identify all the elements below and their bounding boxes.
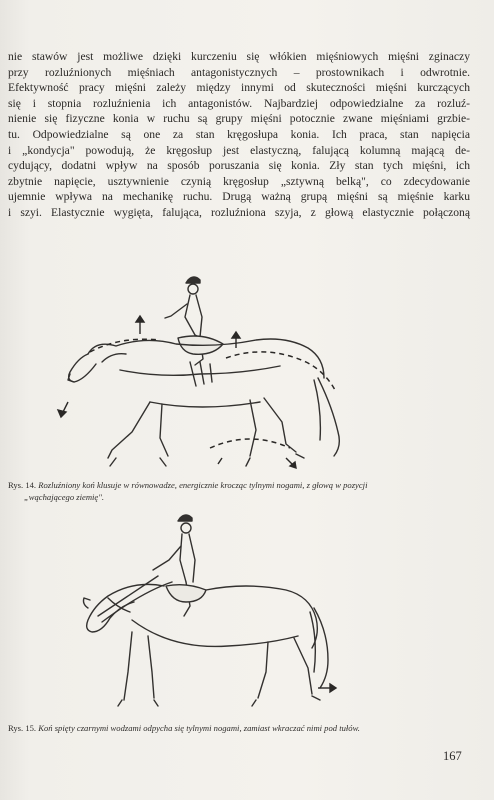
text-line: ujemnie wpływa na mechanikę ruchu. Drugą ważną grupą mięśni są mięśnie karku [8, 190, 470, 204]
text-line: się i stopnia rozluźnienia ich antagonistów. Najbardziej odpowiedzialne za rozluź- [8, 96, 470, 110]
text-line: tu. Odpowiedzialne są one za stan kręgosłupa konia. Ich praca, stan napięcia [8, 127, 470, 141]
text-line: nienie się fizyczne konia w ruchu są grupy mięśni potocznie zwane mięśniami grzbie- [8, 112, 470, 126]
figure-15-text: Koń spięty czarnymi wodzami odpycha się tylnymi nogami, zamiast wkraczać nimi pod tułów. [38, 723, 360, 733]
figure-15-label: Rys. 15. [8, 723, 37, 733]
relaxed-horse-sketch [50, 262, 350, 472]
text-line: nie stawów jest możliwe dzięki kurczeniu się włókien mięśniowych mięśni zginaczy [8, 50, 470, 63]
figure-15-caption [8, 722, 468, 734]
text-line: i szyi. Elastycznie wygięta, falująca, rozluźniona szyja, z głową elastycznie połączoną [8, 205, 470, 219]
figure-14-text-cont: „wąchającego ziemię". [24, 492, 104, 502]
figure-tense-horse [68, 512, 338, 712]
text-line: i „kondycja" powodują, że kręgosłup jest elastyczną, falującą kolumną mającą de- [8, 143, 470, 157]
figure-relaxed-horse [50, 262, 350, 472]
text-line: przy rozluźnionych mięśniach antagonistycznych – prostownikach i odwrotnie. [8, 65, 470, 79]
page-number: 167 [443, 749, 462, 763]
tense-horse-sketch [68, 512, 338, 712]
text-line: zbytnie napięcie, usztywnienie czynią kręgosłup „sztywną belką", co zdecydowanie [8, 174, 470, 188]
text-line: Efektywność pracy mięśni zależy między innymi od skuteczności mięśni kurczących [8, 81, 470, 95]
text-line: cydujący, dodatni wpływ na sposób poruszania się konia. Zły stan tych mięśni, ich [8, 159, 470, 173]
figure-14-label: Rys. 14. [8, 480, 37, 490]
figure-14-caption [8, 479, 448, 503]
body-text [8, 49, 470, 221]
figure-14-text: Rozluźniony koń klusuje w równowadze, energicznie krocząc tylnymi nogami, z głową w pozycji [38, 480, 368, 490]
